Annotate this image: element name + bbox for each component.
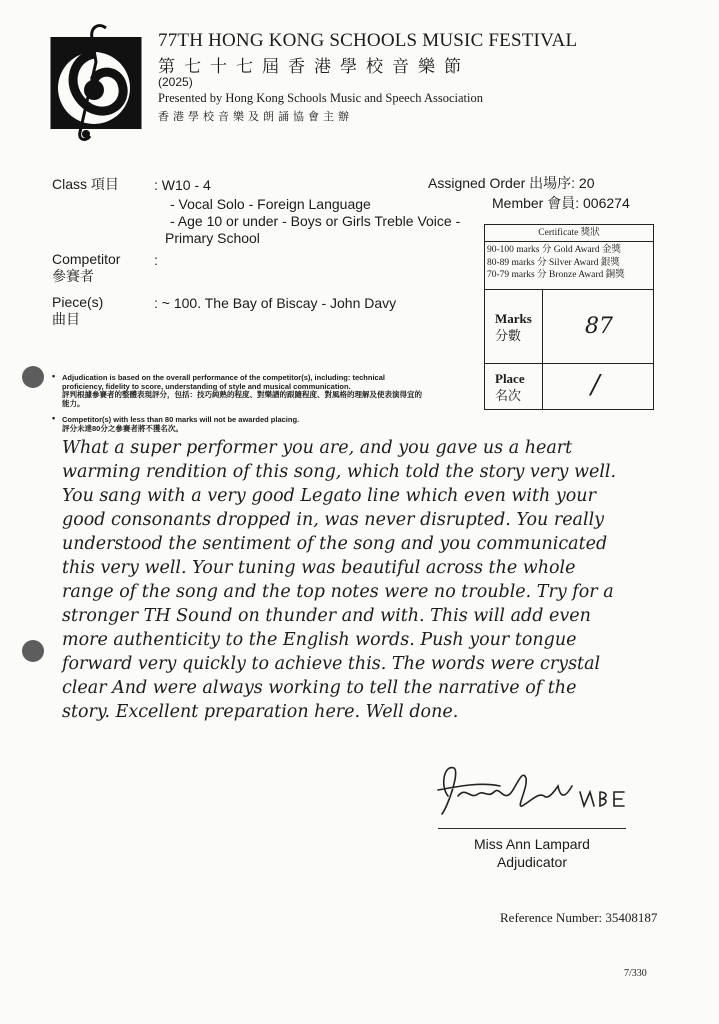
certificate-header: Certificate 獎狀 [485, 225, 653, 242]
competitor-label: Competitor [52, 251, 121, 267]
award-table [484, 224, 654, 410]
comment-line: warming rendition of this song, which told the story very well. [62, 462, 617, 482]
member-number: Member 會員: 006274 [492, 195, 630, 211]
place-cell [543, 364, 653, 410]
piece-label: Piece(s) [52, 294, 104, 310]
comment-line: You sang with a very good Legato line which even with your [62, 486, 596, 506]
festival-title-chinese: 第七十七屆香港學校音樂節 [158, 57, 470, 76]
comment-line: good consonants dropped in, was never disrupted. You really [62, 510, 605, 530]
certificate-tiers [485, 242, 653, 290]
note-2 [62, 416, 424, 433]
comment-line: What a super performer you are, and you gave us a heart [62, 438, 573, 458]
festival-title: 77TH HONG KONG SCHOOLS MUSIC FESTIVAL [158, 30, 578, 51]
marks-label-en: Marks [495, 311, 532, 326]
marks-label [485, 290, 543, 363]
adjudicator-comments [62, 436, 682, 724]
note-bullet-2: • [52, 413, 56, 423]
marks-label-cn: 分數 [495, 328, 522, 343]
comment-line: understood the sentiment of the song and you communicated [62, 534, 608, 554]
comment-line: forward very quickly to achieve this. The words were crystal [62, 654, 601, 674]
punch-hole-bottom [22, 640, 44, 662]
marks-value: 87 [585, 314, 613, 339]
adjudicator-name: Miss Ann Lampard [474, 836, 590, 852]
note-bullet-1: • [52, 371, 56, 381]
place-value: / [591, 370, 600, 400]
tier-gold: 90-100 marks 分 Gold Award 金獎 [487, 245, 621, 255]
class-label: Class 項目 [52, 176, 119, 192]
piece-value: : ~ 100. The Bay of Biscay - John Davy [154, 295, 397, 311]
class-description-1: - Vocal Solo - Foreign Language [170, 196, 371, 212]
piece-label-chinese: 曲目 [52, 311, 80, 327]
marks-cell [543, 290, 653, 363]
note-2-cn: 評分未達80分之參賽者將不獲名次。 [62, 423, 183, 433]
presented-by-chinese: 香港學校音樂及朗誦協會主辦 [158, 111, 353, 123]
place-label-cn: 名次 [495, 388, 522, 403]
tier-bronze: 70-79 marks 分 Bronze Award 銅獎 [487, 270, 625, 280]
adjudicator-role: Adjudicator [496, 854, 568, 870]
punch-hole-top [22, 366, 44, 388]
presented-by: Presented by Hong Kong Schools Music and Speech Association [158, 91, 483, 105]
class-description-3: Primary School [165, 230, 260, 246]
note-2-en: Competitor(s) with less than 80 marks will not be awarded placing. [62, 415, 300, 424]
competitor-value: : [154, 252, 158, 268]
comment-line: stronger TH Sound on thunder and with. This will add even [62, 606, 591, 626]
class-value: : W10 - 4 [154, 177, 211, 193]
comment-line: more authenticity to the English words. Push your tongue [62, 630, 577, 650]
signature-line [438, 828, 626, 829]
note-1 [62, 374, 424, 408]
comment-line: this very well. Your tuning was beautiful across the whole [62, 558, 576, 578]
note-1-en: Adjudication is based on the overall performance of the competitor(s), including: technical proficiency, fidelity to score, understanding of style and musical communication. [62, 373, 385, 391]
comment-line: range of the song and the top notes were no trouble. Try for a [62, 582, 614, 602]
comment-line: story. Excellent preparation here. Well done. [62, 702, 459, 722]
place-label-en: Place [495, 371, 525, 386]
marks-row [485, 290, 653, 364]
competitor-label-chinese: 參賽者 [52, 268, 94, 284]
adjudicator-signature [430, 756, 640, 826]
festival-logo [50, 22, 142, 142]
reference-number: Reference Number: 35408187 [500, 910, 658, 925]
place-row [485, 364, 653, 410]
page-number: 7/330 [624, 968, 647, 979]
place-label [485, 364, 543, 410]
tier-silver: 80-89 marks 分 Silver Award 銀獎 [487, 257, 620, 268]
festival-year: (2025) [158, 75, 193, 89]
note-1-cn: 評判根據參賽者的整體表現評分，包括：技巧純熟的程度、對樂譜的跟隨程度、對風格的理解及使表演得宜的能力。 [62, 390, 422, 408]
assigned-order: Assigned Order 出場序: 20 [428, 175, 595, 191]
comment-line: clear And were always working to tell the narrative of the [62, 678, 577, 698]
class-description-2: - Age 10 or under - Boys or Girls Treble Voice - [170, 213, 461, 229]
